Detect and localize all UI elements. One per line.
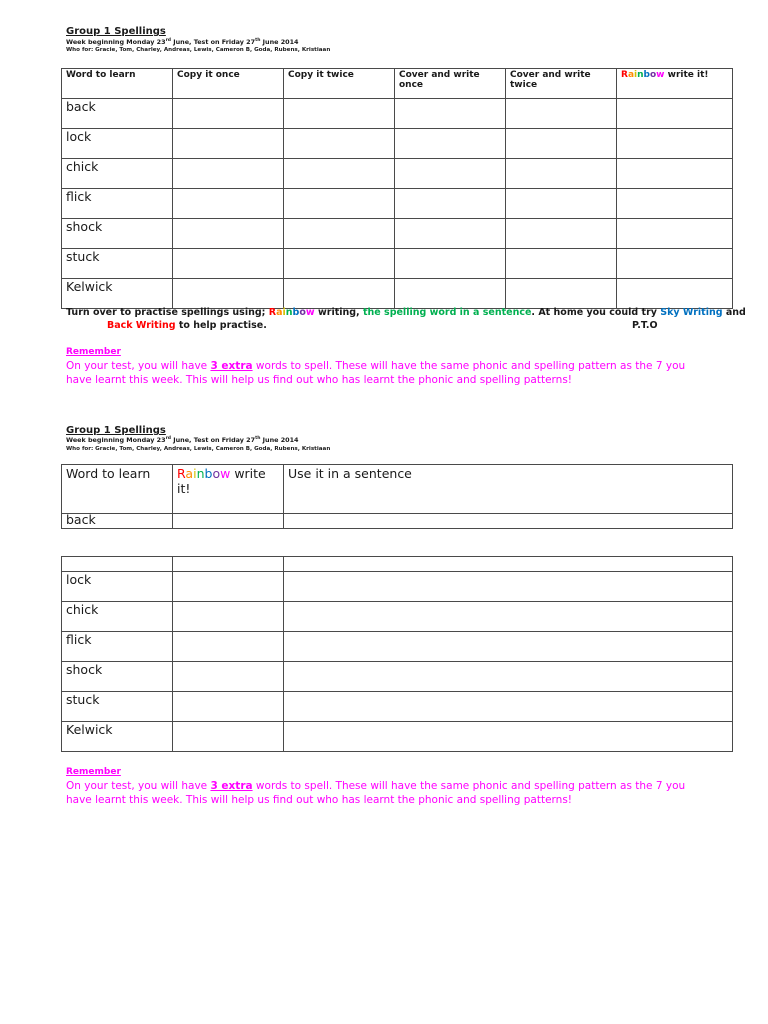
blank-cell[interactable] bbox=[284, 632, 733, 662]
pto-label: P.T.O bbox=[632, 320, 658, 331]
blank-cell[interactable] bbox=[284, 219, 395, 249]
blank-cell[interactable] bbox=[173, 189, 284, 219]
word-cell: chick bbox=[62, 602, 173, 632]
table-row bbox=[62, 572, 733, 602]
blank-cell[interactable] bbox=[395, 249, 506, 279]
blank-cell[interactable] bbox=[506, 249, 617, 279]
blank-cell[interactable] bbox=[173, 662, 284, 692]
worksheet-title-2: Group 1 Spellings bbox=[66, 425, 166, 436]
table-row bbox=[62, 602, 733, 632]
header-rainbow: Rainbow write it! bbox=[173, 465, 284, 514]
header-cover-once: Cover and write once bbox=[395, 69, 506, 99]
blank-cell[interactable] bbox=[173, 129, 284, 159]
table-row bbox=[62, 557, 733, 572]
table-header-row bbox=[62, 69, 733, 99]
who-for-line-2: Who for: Gracie, Tom, Charley, Andreas, Lewis, Cameron B, Goda, Rubens, Kristiaan bbox=[66, 446, 331, 452]
header-word-to-learn: Word to learn bbox=[62, 465, 173, 514]
remember-title: Remember bbox=[66, 347, 121, 357]
blank-cell[interactable] bbox=[506, 99, 617, 129]
table-row bbox=[62, 662, 733, 692]
blank-cell[interactable] bbox=[173, 722, 284, 752]
instructions-line-1: Turn over to practise spellings using; Rainbow writing, the spelling word in a sentence. At home you could try Sky Writing and bbox=[66, 307, 746, 318]
blank-cell[interactable] bbox=[173, 159, 284, 189]
blank-cell[interactable] bbox=[617, 219, 733, 249]
blank-cell[interactable] bbox=[284, 129, 395, 159]
table-row bbox=[62, 632, 733, 662]
word-cell: stuck bbox=[62, 249, 173, 279]
remember-title-2: Remember bbox=[66, 767, 121, 777]
remember-text-2: On your test, you will have 3 extra words to spell. These will have the same phonic and spelling pattern as the 7 you have learnt this week. This will help us find out who has learnt the phonic and spelling patterns! bbox=[66, 780, 686, 806]
week-line: Week beginning Monday 23rd June, Test on Friday 27th June 2014 bbox=[66, 38, 299, 47]
blank-cell[interactable] bbox=[506, 279, 617, 309]
header-sentence: Use it in a sentence bbox=[284, 465, 733, 514]
blank-cell[interactable] bbox=[506, 129, 617, 159]
table-row bbox=[62, 692, 733, 722]
who-for-line: Who for: Gracie, Tom, Charley, Andreas, Lewis, Cameron B, Goda, Rubens, Kristiaan bbox=[66, 47, 331, 53]
blank-cell[interactable] bbox=[617, 249, 733, 279]
rainbow-word: Rainbow bbox=[268, 307, 315, 318]
table-row bbox=[62, 129, 733, 159]
table-header-row bbox=[62, 465, 733, 514]
word-cell: flick bbox=[62, 189, 173, 219]
word-cell: back bbox=[62, 99, 173, 129]
header-cover-twice: Cover and write twice bbox=[506, 69, 617, 99]
blank-cell[interactable] bbox=[284, 602, 733, 632]
rainbow-word: Rainbow bbox=[621, 70, 665, 80]
word-cell: Kelwick bbox=[62, 722, 173, 752]
header-rainbow: Rainbow write it! bbox=[617, 69, 733, 99]
header-copy-once: Copy it once bbox=[173, 69, 284, 99]
table-row bbox=[62, 189, 733, 219]
blank-cell[interactable] bbox=[284, 722, 733, 752]
table-row bbox=[62, 249, 733, 279]
blank-cell[interactable] bbox=[173, 99, 284, 129]
blank-cell[interactable] bbox=[506, 189, 617, 219]
blank-cell[interactable] bbox=[617, 189, 733, 219]
week-line-2: Week beginning Monday 23rd June, Test on Friday 27th June 2014 bbox=[66, 436, 299, 445]
table-row bbox=[62, 279, 733, 309]
blank-cell[interactable] bbox=[395, 159, 506, 189]
blank-cell[interactable] bbox=[617, 129, 733, 159]
word-cell: shock bbox=[62, 219, 173, 249]
blank-cell[interactable] bbox=[284, 249, 395, 279]
blank-cell[interactable] bbox=[617, 279, 733, 309]
word-cell: lock bbox=[62, 129, 173, 159]
blank-cell[interactable] bbox=[284, 662, 733, 692]
table-row bbox=[62, 514, 733, 529]
blank-cell[interactable] bbox=[506, 159, 617, 189]
instructions-line-2: Back Writing to help practise. bbox=[107, 320, 267, 331]
blank-cell[interactable] bbox=[173, 557, 284, 572]
word-cell: shock bbox=[62, 662, 173, 692]
blank-cell[interactable] bbox=[284, 189, 395, 219]
word-cell: back bbox=[62, 514, 173, 529]
blank-cell[interactable] bbox=[284, 99, 395, 129]
blank-cell[interactable] bbox=[173, 279, 284, 309]
blank-cell[interactable] bbox=[62, 557, 173, 572]
header-copy-twice: Copy it twice bbox=[284, 69, 395, 99]
blank-cell[interactable] bbox=[173, 219, 284, 249]
rainbow-word: Rainbow bbox=[177, 466, 231, 481]
remember-text: On your test, you will have 3 extra words to spell. These will have the same phonic and spelling pattern as the 7 you have learnt this week. This will help us find out who has learnt the phonic and spelling patterns! bbox=[66, 360, 686, 386]
blank-cell[interactable] bbox=[173, 692, 284, 722]
blank-cell[interactable] bbox=[284, 279, 395, 309]
word-cell: flick bbox=[62, 632, 173, 662]
table-row bbox=[62, 219, 733, 249]
blank-cell[interactable] bbox=[173, 514, 284, 529]
blank-cell[interactable] bbox=[173, 249, 284, 279]
blank-cell[interactable] bbox=[395, 219, 506, 249]
table-row bbox=[62, 159, 733, 189]
sentence-table-header bbox=[61, 464, 733, 529]
sentence-table bbox=[61, 556, 733, 752]
blank-cell[interactable] bbox=[395, 129, 506, 159]
word-cell: lock bbox=[62, 572, 173, 602]
spelling-table bbox=[61, 68, 733, 309]
blank-cell[interactable] bbox=[173, 632, 284, 662]
header-word-to-learn: Word to learn bbox=[62, 69, 173, 99]
blank-cell[interactable] bbox=[284, 159, 395, 189]
blank-cell[interactable] bbox=[284, 692, 733, 722]
word-cell: chick bbox=[62, 159, 173, 189]
table-row bbox=[62, 99, 733, 129]
blank-cell[interactable] bbox=[284, 557, 733, 572]
word-cell: stuck bbox=[62, 692, 173, 722]
blank-cell[interactable] bbox=[617, 99, 733, 129]
worksheet-title: Group 1 Spellings bbox=[66, 26, 166, 37]
blank-cell[interactable] bbox=[395, 279, 506, 309]
table-row bbox=[62, 722, 733, 752]
blank-cell[interactable] bbox=[395, 99, 506, 129]
blank-cell[interactable] bbox=[173, 572, 284, 602]
blank-cell[interactable] bbox=[617, 159, 733, 189]
blank-cell[interactable] bbox=[284, 572, 733, 602]
blank-cell[interactable] bbox=[395, 189, 506, 219]
word-cell: Kelwick bbox=[62, 279, 173, 309]
blank-cell[interactable] bbox=[284, 514, 733, 529]
blank-cell[interactable] bbox=[506, 219, 617, 249]
blank-cell[interactable] bbox=[173, 602, 284, 632]
